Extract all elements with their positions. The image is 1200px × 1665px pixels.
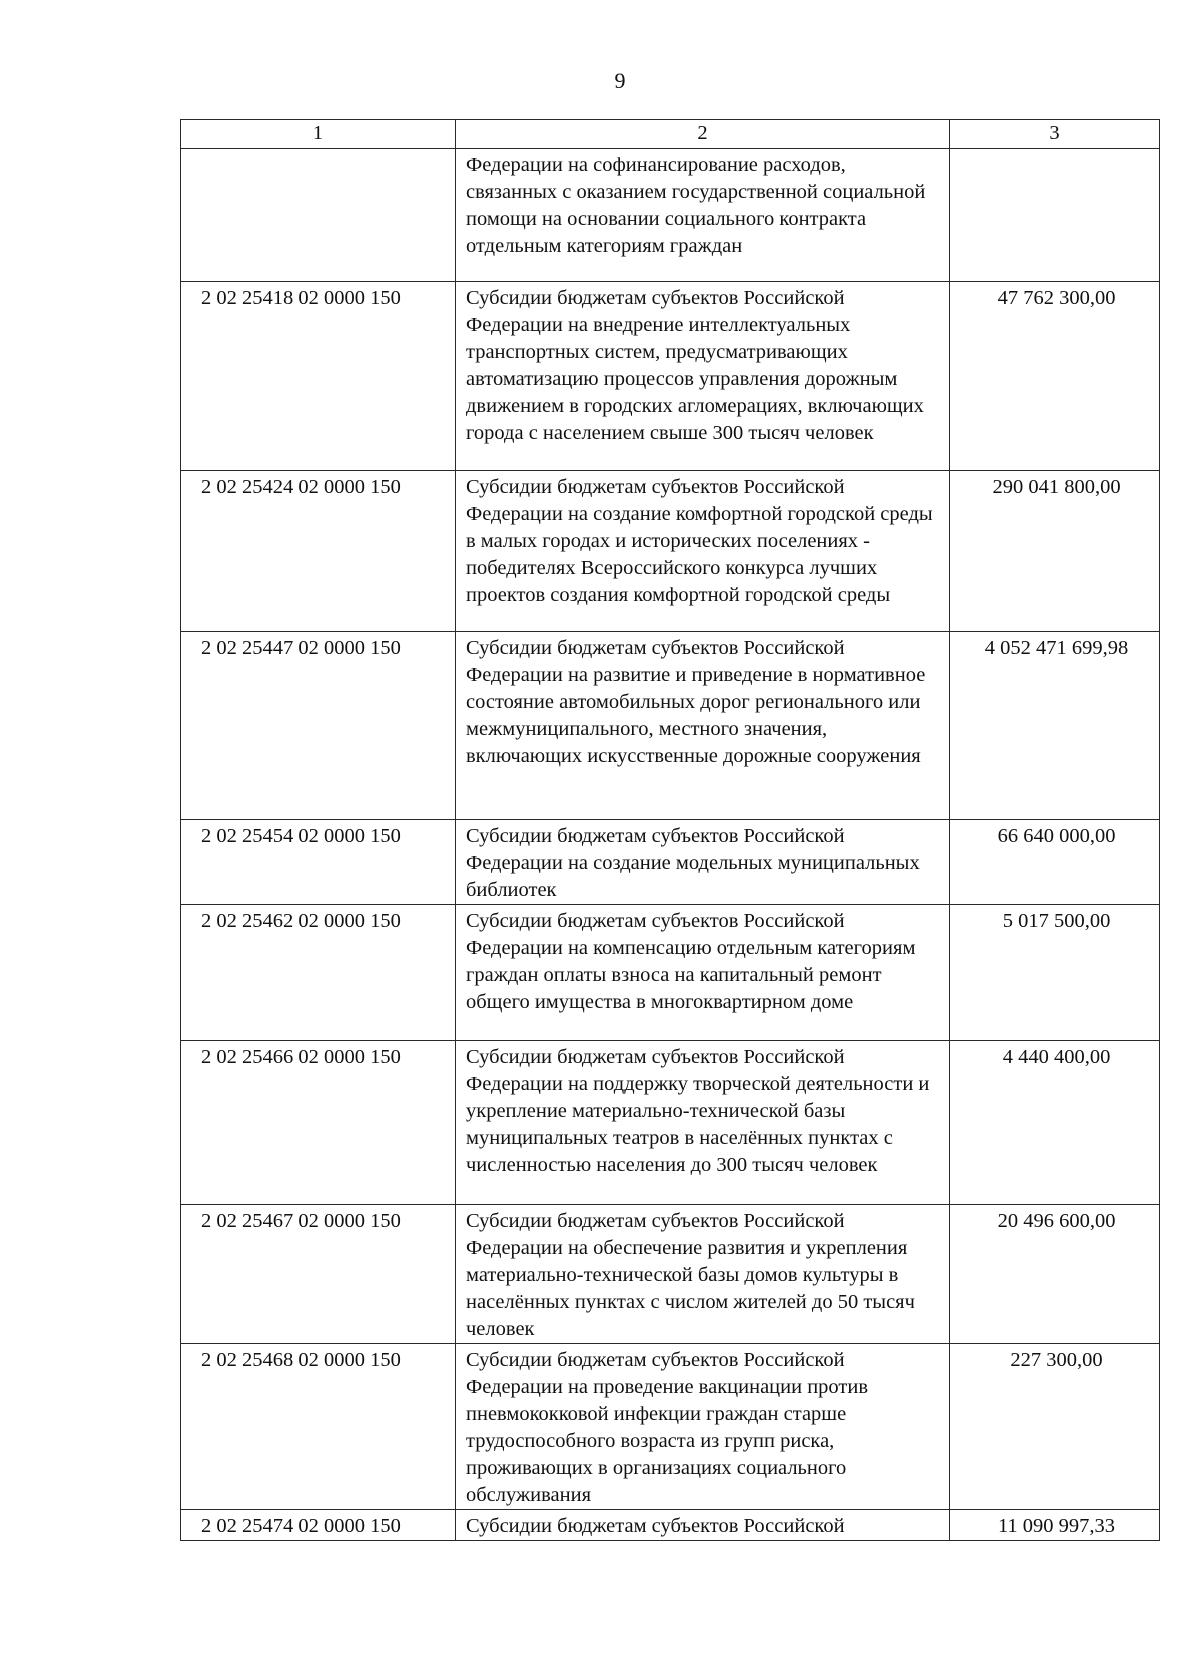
- table-row: [181, 632, 1160, 820]
- row-name: [456, 1205, 950, 1344]
- row-code: 2 02 25466 02 0000 150: [181, 1041, 456, 1205]
- row-amount: 4 440 400,00: [950, 1041, 1160, 1205]
- row-name-text: Субсидии бюджетам субъектов Российской Федерации на обеспечение развития и укрепления материально-технической базы домов культуры в населённых пунктах с числом жителей до 50 тысяч человек: [466, 1210, 915, 1340]
- row-name-text: Субсидии бюджетам субъектов Российской Федерации на развитие и приведение в нормативное состояние автомобильных дорог регионального или межмуниципального, местного значения, включающих искусственные дорожные сооружения: [466, 637, 926, 767]
- row-amount: 47 762 300,00: [950, 282, 1160, 471]
- row-name: [456, 632, 950, 820]
- row-name: [456, 1510, 950, 1541]
- page-number: 9: [614, 68, 626, 93]
- row-name-text: Субсидии бюджетам субъектов Российской Федерации на создание модельных муниципальных библиотек: [466, 825, 920, 901]
- row-name-text: Субсидии бюджетам субъектов Российской: [466, 1515, 845, 1537]
- column-header-code: 1: [181, 120, 456, 149]
- row-name: [456, 1344, 950, 1510]
- table-row: [181, 905, 1160, 1041]
- table-row: [181, 471, 1160, 632]
- row-code: 2 02 25468 02 0000 150: [181, 1344, 456, 1510]
- row-amount: 20 496 600,00: [950, 1205, 1160, 1344]
- row-name: [456, 1041, 950, 1205]
- row-name-text: Субсидии бюджетам субъектов Российской Федерации на компенсацию отдельным категориям граждан оплаты взноса на капитальный ремонт общего имущества в многоквартирном доме: [466, 910, 916, 1013]
- row-amount: 5 017 500,00: [950, 905, 1160, 1041]
- row-amount: [950, 149, 1160, 282]
- row-name-text: Федерации на софинансирование расходов, связанных с оказанием государственной социальной помощи на основании социального контракта отдельным категориям граждан: [466, 154, 926, 257]
- row-name: [456, 282, 950, 471]
- row-amount: 4 052 471 699,98: [950, 632, 1160, 820]
- row-name: [456, 820, 950, 905]
- table-header-row: [181, 120, 1160, 149]
- row-code: 2 02 25454 02 0000 150: [181, 820, 456, 905]
- table-row: [181, 282, 1160, 471]
- row-code: 2 02 25467 02 0000 150: [181, 1205, 456, 1344]
- row-name-text: Субсидии бюджетам субъектов Российской Федерации на поддержку творческой деятельности и укрепление материально-технической базы муниципальных театров в населённых пунктах с численностью населения до 300 тысяч человек: [466, 1046, 930, 1176]
- table-row: [181, 1041, 1160, 1205]
- column-header-amount: 3: [950, 120, 1160, 149]
- row-name-text: Субсидии бюджетам субъектов Российской Федерации на внедрение интеллектуальных транспортных систем, предусматривающих автоматизацию процессов управления дорожным движением в городских агломерациях, включающих города с населением свыше 300 тысяч человек: [466, 287, 924, 444]
- table-row: [181, 820, 1160, 905]
- row-amount: 227 300,00: [950, 1344, 1160, 1510]
- row-code: [181, 149, 456, 282]
- row-code: 2 02 25418 02 0000 150: [181, 282, 456, 471]
- column-header-name: 2: [456, 120, 950, 149]
- table-row: [181, 1205, 1160, 1344]
- table-row: [181, 1510, 1160, 1541]
- row-amount: 66 640 000,00: [950, 820, 1160, 905]
- table-row: [181, 1344, 1160, 1510]
- row-amount: 290 041 800,00: [950, 471, 1160, 632]
- row-name-text: Субсидии бюджетам субъектов Российской Федерации на создание комфортной городской среды в малых городах и исторических поселениях - победителях Всероссийского конкурса лучших проектов создания комфортной городской среды: [466, 476, 933, 606]
- row-code: 2 02 25474 02 0000 150: [181, 1510, 456, 1541]
- row-name: [456, 471, 950, 632]
- row-amount: 11 090 997,33: [950, 1510, 1160, 1541]
- budget-table: [180, 119, 1160, 1541]
- row-code: 2 02 25424 02 0000 150: [181, 471, 456, 632]
- row-name-text: Субсидии бюджетам субъектов Российской Федерации на проведение вакцинации против пневмококковой инфекции граждан старше трудоспособного возраста из групп риска, проживающих в организациях социального обслуживания: [466, 1349, 869, 1506]
- row-name: [456, 905, 950, 1041]
- row-code: 2 02 25447 02 0000 150: [181, 632, 456, 820]
- row-name: [456, 149, 950, 282]
- row-code: 2 02 25462 02 0000 150: [181, 905, 456, 1041]
- table-row: [181, 149, 1160, 282]
